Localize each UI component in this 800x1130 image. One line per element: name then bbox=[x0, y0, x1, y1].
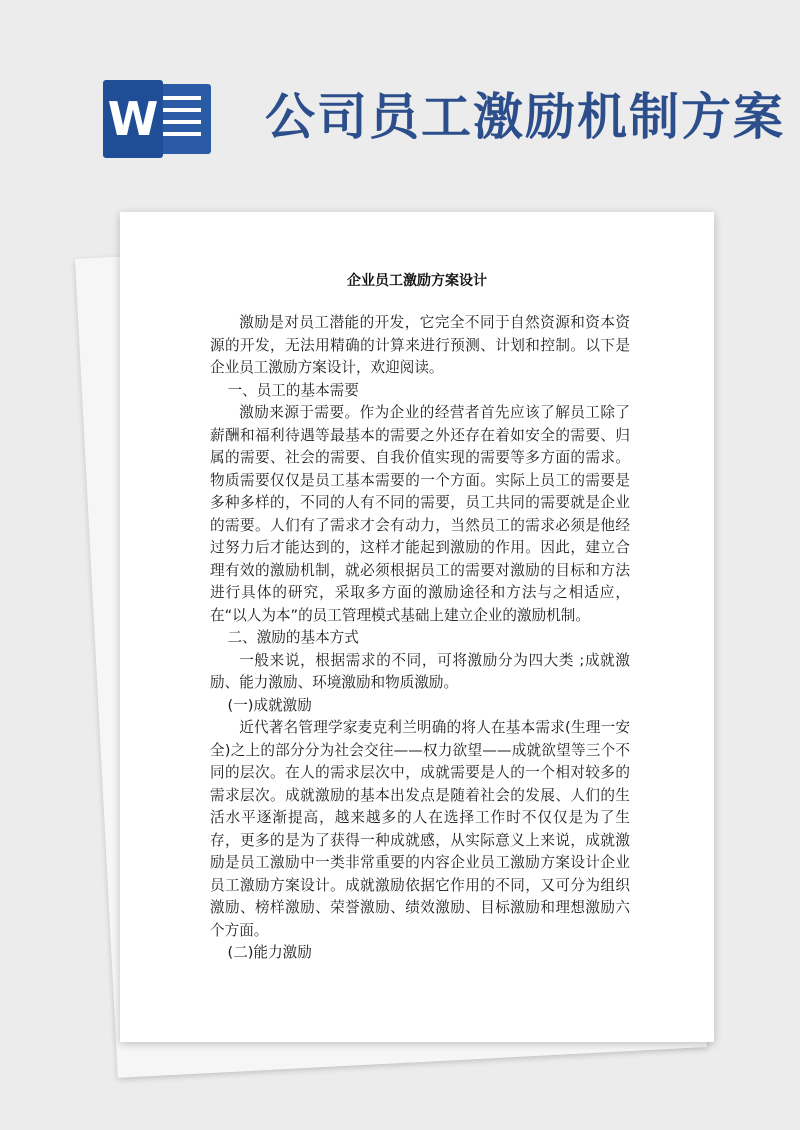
word-w-letter: W bbox=[103, 80, 163, 158]
section-heading: (二)能力激励 bbox=[227, 944, 312, 961]
document-page bbox=[120, 212, 714, 1042]
section-heading: (一)成就激励 bbox=[227, 696, 312, 714]
paragraph: 激励是对员工潜能的开发，它完全不同于自然资源和资本资源的开发，无法用精确的计算来进行预测、计划和控制。以下是企业员工激励方案设计，欢迎阅读。 bbox=[210, 314, 630, 376]
page-title: 公司员工激励机制方案 bbox=[265, 87, 785, 146]
section-heading: 二、激励的基本方式 bbox=[227, 629, 359, 646]
paragraph: 一般来说，根据需求的不同，可将激励分为四大类 ;成就激励、能力激励、环境激励和物质激励。 bbox=[210, 651, 630, 691]
word-document-icon bbox=[103, 80, 213, 158]
document-title: 企业员工激励方案设计 bbox=[347, 273, 487, 289]
paragraph: 激励来源于需要。作为企业的经营者首先应该了解员工除了薪酬和福利待遇等最基本的需要之外还存在着如安全的需要、归属的需要、社会的需要、自我价值实现的需要等多方面的需求。物质需要仅仅是员工基本需要的一个方面。实际上员工的需要是多种多样的，不同的人有不同的需要，员工共同的需要就是企业的需要。人们有了需求才会有动力，当然员工的需求必须是他经过努力后才能达到的，这样才能起到激励的作用。因此，建立合理有效的激励机制，就必须根据员工的需要对激励的目标和方法进行具体的研究，采取多方面的激励途径和方法与之相适应，在“以人为本”的员工管理模式基础上建立企业的激励机制。 bbox=[210, 404, 630, 624]
document-body bbox=[210, 312, 630, 965]
paragraph: 近代著名管理学家麦克利兰明确的将人在基本需求(生理一安全)之上的部分分为社会交往——权力欲望——成就欲望等三个不同的层次。在人的需求层次中，成就需要是人的一个相对较多的需求层次。成就激励的基本出发点是随着社会的发展、人们的生活水平逐渐提高，越来越多的人在选择工作时不仅仅是为了生存，更多的是为了获得一种成就感，从实际意义上来说，成就激励是员工激励中一类非常重要的内容企业员工激励方案设计企业员工激励方案设计。成就激励依据它作用的不同，又可分为组织激励、榜样激励、荣誉激励、绩效激励、目标激励和理想激励六个方面。 bbox=[210, 719, 630, 939]
section-heading: 一、员工的基本需要 bbox=[227, 381, 359, 399]
page-header bbox=[0, 0, 800, 200]
